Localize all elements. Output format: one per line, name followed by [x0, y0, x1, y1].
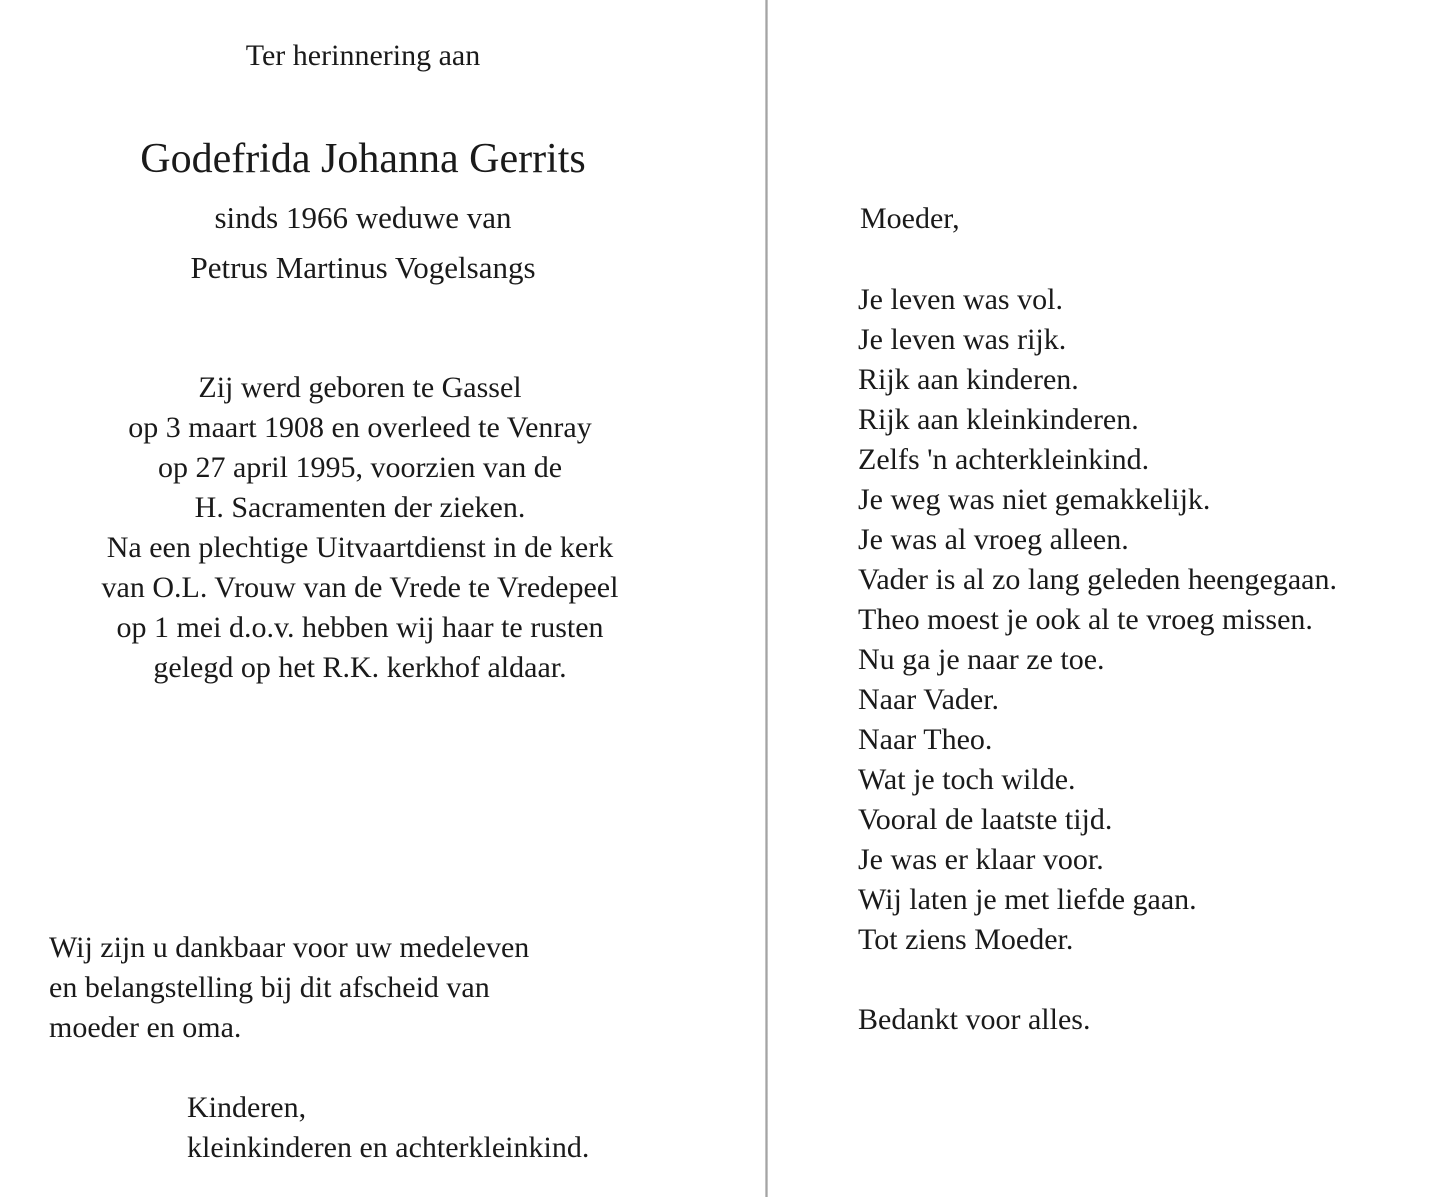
poem-line: Rijk aan kinderen.	[858, 363, 1079, 396]
memorial-poem	[858, 280, 1337, 960]
thanks-line: moeder en oma.	[49, 1011, 242, 1044]
poem-line: Je was er klaar voor.	[858, 843, 1104, 876]
thanks-line: en belangstelling bij dit afscheid van	[49, 971, 490, 1004]
poem-line: Wat je toch wilde.	[858, 763, 1076, 796]
deceased-name	[0, 133, 726, 185]
poem-closing	[858, 1000, 1090, 1040]
poem-line: Theo moest je ook al te vroeg missen.	[858, 603, 1313, 636]
greeting-line: Moeder,	[860, 202, 960, 235]
poem-line: Naar Theo.	[858, 723, 993, 756]
bio-line: H. Sacramenten der zieken.	[194, 491, 526, 524]
bio-line: Zij werd geboren te Gassel	[198, 371, 522, 404]
closing-line: Bedankt voor alles.	[858, 1003, 1091, 1036]
poem-line: Je weg was niet gemakkelijk.	[858, 483, 1211, 516]
biography-paragraph	[0, 368, 720, 688]
bio-line: van O.L. Vrouw van de Vrede te Vredepeel	[101, 571, 619, 604]
poem-line: Zelfs 'n achterkleinkind.	[858, 443, 1150, 476]
poem-greeting	[860, 199, 960, 239]
intro-text	[0, 36, 726, 76]
family-signature	[187, 1088, 747, 1168]
poem-line: Rijk aan kleinkinderen.	[858, 403, 1139, 436]
bio-line: gelegd op het R.K. kerkhof aldaar.	[153, 651, 567, 684]
poem-line: Wij laten je met liefde gaan.	[858, 883, 1197, 916]
widow-line: Petrus Martinus Vogelsangs	[190, 250, 536, 285]
poem-line: Vooral de laatste tijd.	[858, 803, 1113, 836]
thanks-paragraph	[49, 928, 749, 1048]
widow-statement	[0, 193, 726, 293]
bio-line: op 1 mei d.o.v. hebben wij haar te rusten	[116, 611, 604, 644]
poem-line: Je leven was rijk.	[858, 323, 1067, 356]
poem-line: Vader is al zo lang geleden heengegaan.	[858, 563, 1337, 596]
bio-line: op 27 april 1995, voorzien van de	[157, 451, 563, 484]
right-page	[768, 0, 1446, 1197]
poem-line: Je leven was vol.	[858, 283, 1063, 316]
poem-line: Nu ga je naar ze toe.	[858, 643, 1105, 676]
name-line: Godefrida Johanna Gerrits	[140, 136, 586, 182]
poem-line: Je was al vroeg alleen.	[858, 523, 1129, 556]
bio-line: Na een plechtige Uitvaartdienst in de kerk	[106, 531, 614, 564]
intro-line: Ter herinnering aan	[245, 39, 481, 72]
signature-line: kleinkinderen en achterkleinkind.	[187, 1131, 590, 1164]
widow-line: sinds 1966 weduwe van	[214, 200, 512, 235]
bio-line: op 3 maart 1908 en overleed te Venray	[128, 411, 592, 444]
poem-line: Tot ziens Moeder.	[858, 923, 1074, 956]
poem-line: Naar Vader.	[858, 683, 1000, 716]
signature-line: Kinderen,	[187, 1091, 307, 1124]
thanks-line: Wij zijn u dankbaar voor uw medeleven	[49, 931, 530, 964]
